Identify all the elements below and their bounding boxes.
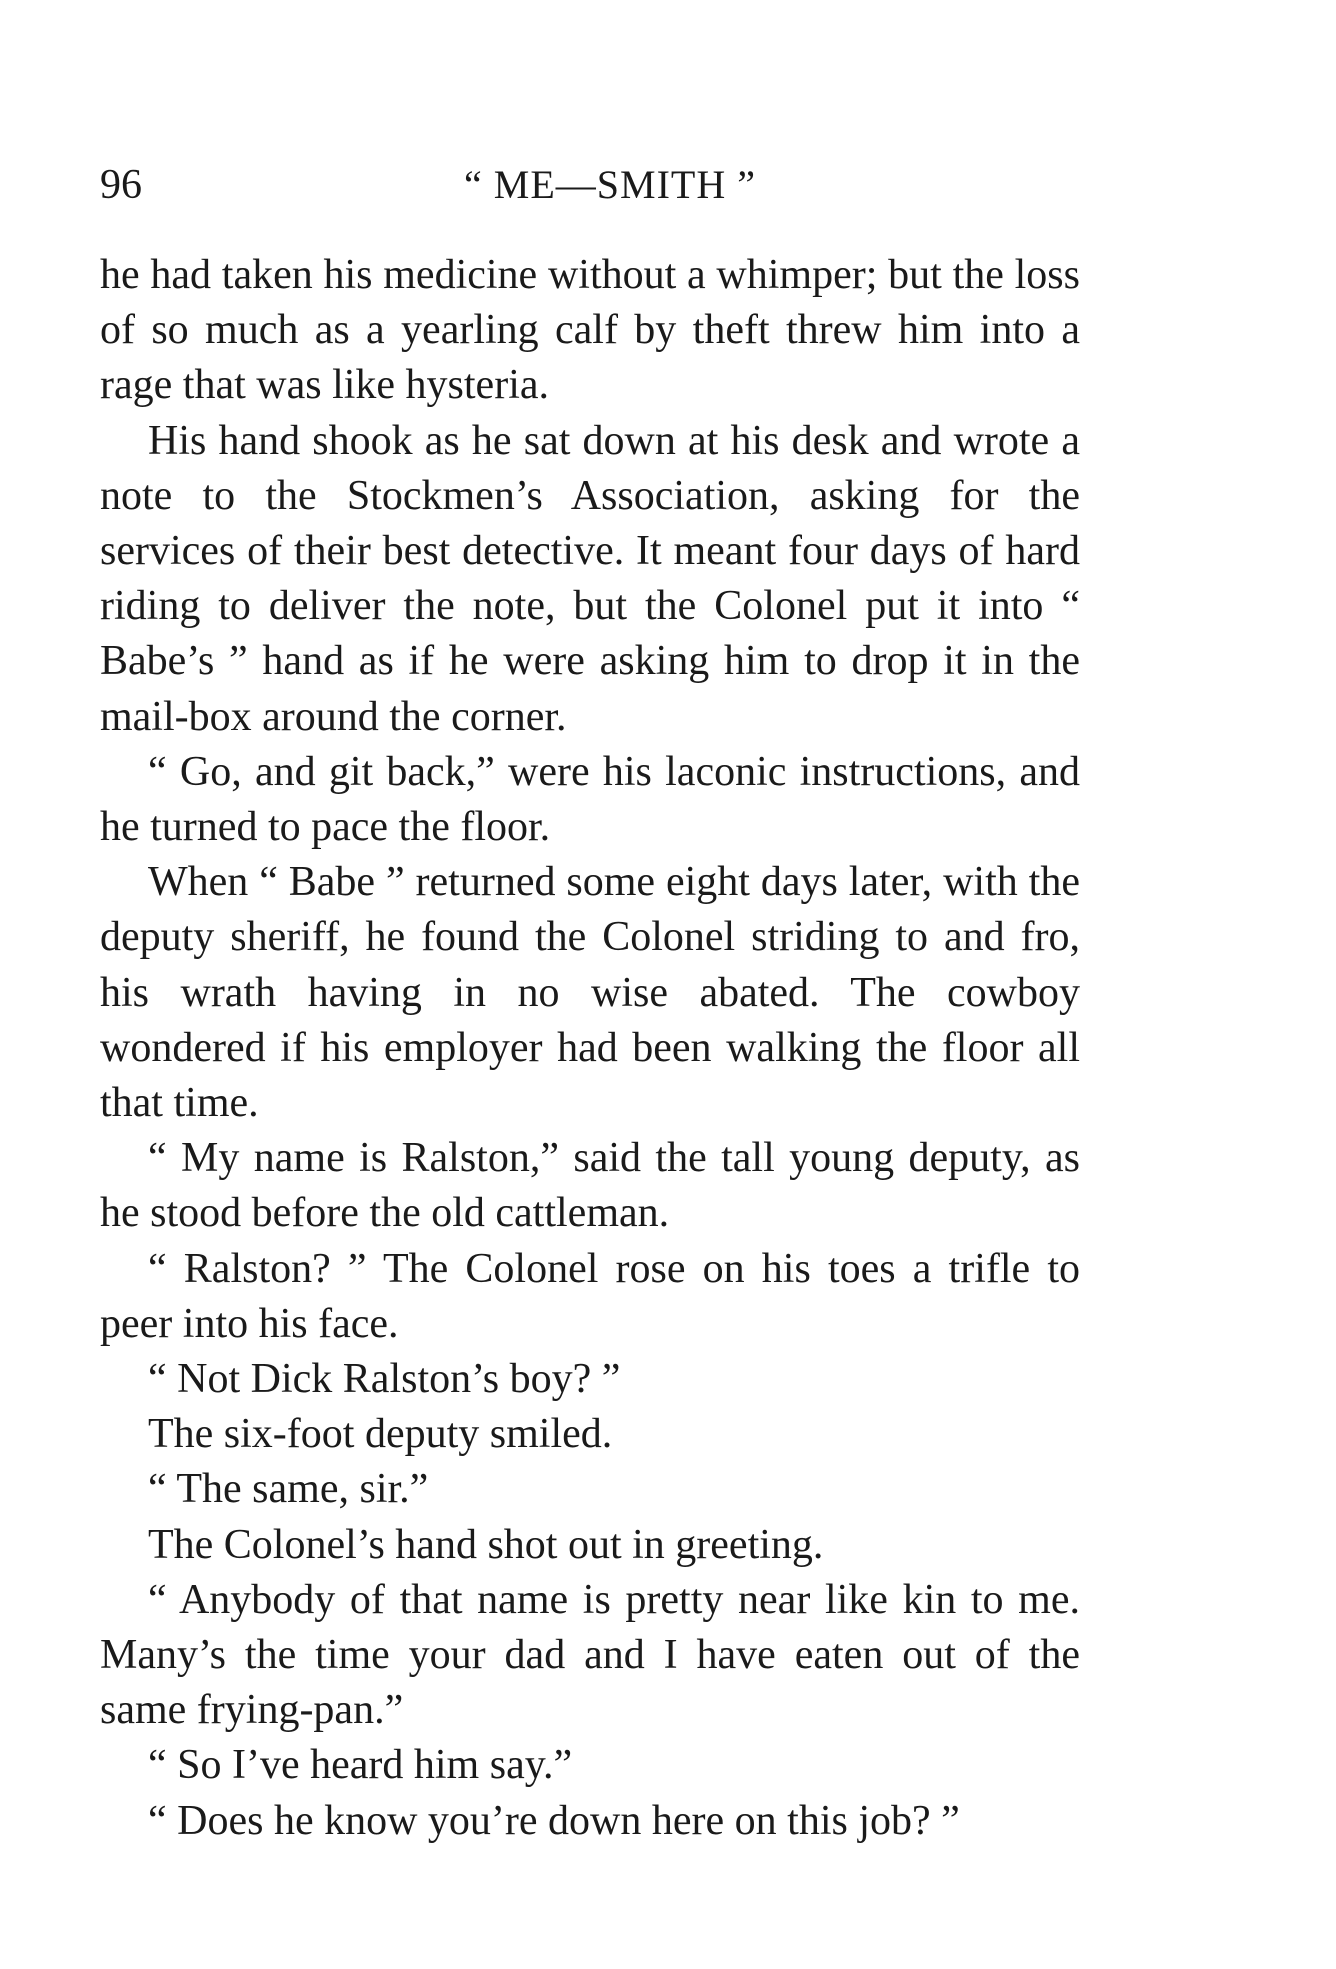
body-text [100, 248, 1080, 1849]
paragraph: “ The same, sir.” [148, 1466, 429, 1513]
paragraph: The six-foot deputy smiled. [148, 1411, 613, 1458]
paragraph: When “ Babe ” returned some eight days later, with the deputy sheriff, he found the Colonel striding to and fro, his wrath having in no wise abated. The cowboy wondered if his employer had been walking the floor all that time. [100, 859, 1080, 1127]
paragraph: “ My name is Ralston,” said the tall young deputy, as he stood before the old cattleman. [100, 1135, 1080, 1237]
paragraph: “ So I’ve heard him say.” [148, 1742, 573, 1789]
paragraph: “ Does he know you’re down here on this job? ” [148, 1797, 960, 1844]
page-number: 96 [100, 162, 142, 208]
paragraph: “ Anybody of that name is pretty near like kin to me. Many’s the time your dad and I have eaten out of the same frying-pan.” [100, 1576, 1080, 1734]
paragraph: The Colonel’s hand shot out in greeting. [148, 1521, 824, 1568]
paragraph: His hand shook as he sat down at his desk and wrote a note to the Stockmen’s Association, asking for the services of their best detective. It meant four days of hard riding to deliver the note, but the Colonel put it into “ Babe’s ” hand as if he were asking him to drop it in the mail-box around the corner. [100, 417, 1080, 740]
paragraph: “ Not Dick Ralston’s boy? ” [148, 1356, 621, 1403]
paragraph: he had taken his medicine without a whimper; but the loss of so much as a yearling calf by theft threw him into a rage that was like hysteria. [100, 252, 1080, 409]
paragraph: “ Go, and git back,” were his laconic instructions, and he turned to pace the floor. [100, 748, 1080, 851]
running-title: “ ME—SMITH ” [464, 162, 756, 207]
page-header [100, 160, 1080, 210]
paragraph: “ Ralston? ” The Colonel rose on his toes a trifle to peer into his face. [100, 1245, 1080, 1347]
